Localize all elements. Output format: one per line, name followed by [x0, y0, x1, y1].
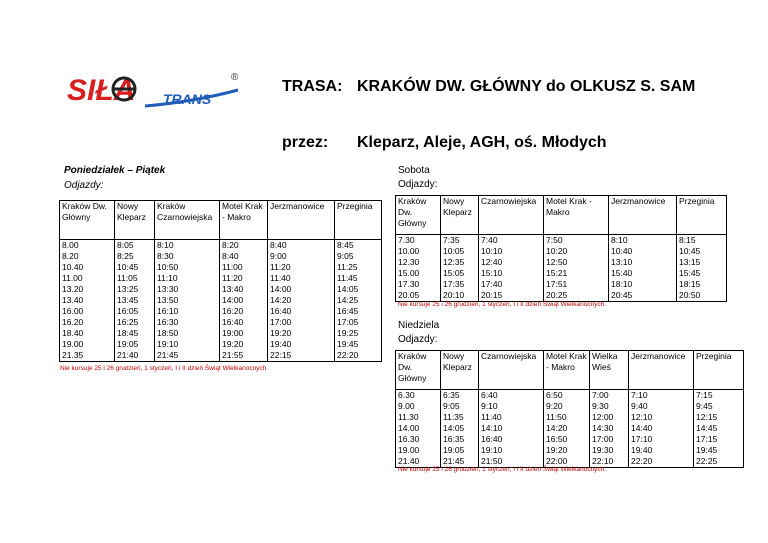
- table-cell: 16:05: [115, 306, 155, 317]
- column-header: Czarnowiejska: [479, 351, 544, 390]
- table-row: [60, 339, 382, 350]
- column-header: Nowy Kleparz: [115, 201, 155, 240]
- table-cell: 16:30: [155, 317, 220, 328]
- table-cell: 19:30: [590, 445, 629, 456]
- table-cell: 20:50: [677, 290, 727, 302]
- table-row: [396, 401, 744, 412]
- table-cell: 15:45: [677, 268, 727, 279]
- table-cell: 17:35: [441, 279, 479, 290]
- table-cell: 19.00: [60, 339, 115, 350]
- table-cell: 22:00: [544, 456, 590, 468]
- table-cell: 9:00: [268, 251, 335, 262]
- table-header-row: [60, 201, 382, 240]
- table-cell: 22:20: [629, 456, 694, 468]
- sunday-timetable: [395, 350, 744, 468]
- via-value: Kleparz, Aleje, AGH, oś. Młodych: [357, 134, 607, 151]
- table-cell: 21:55: [220, 350, 268, 362]
- table-cell: 13.20: [60, 284, 115, 295]
- table-cell: 14:05: [441, 423, 479, 434]
- table-cell: 7.30: [396, 235, 441, 247]
- table-cell: 8:15: [677, 235, 727, 247]
- table-cell: 14:25: [335, 295, 382, 306]
- table-cell: 14:20: [544, 423, 590, 434]
- table-row: [396, 246, 727, 257]
- table-cell: 11:10: [155, 273, 220, 284]
- table-header-row: [396, 351, 744, 390]
- saturday-subtitle: Odjazdy:: [398, 179, 438, 190]
- table-cell: 16:25: [115, 317, 155, 328]
- table-cell: 9:05: [335, 251, 382, 262]
- column-header: Czarnowiejska: [479, 196, 544, 235]
- table-row: [60, 273, 382, 284]
- table-cell: 20.05: [396, 290, 441, 302]
- table-cell: 10:40: [609, 246, 677, 257]
- table-cell: 10.00: [396, 246, 441, 257]
- column-header: Jerzmanowice: [629, 351, 694, 390]
- table-cell: 11:40: [268, 273, 335, 284]
- table-cell: 15:21: [544, 268, 609, 279]
- table-row: [60, 350, 382, 362]
- table-cell: 10:45: [115, 262, 155, 273]
- saturday-timetable: [395, 195, 727, 302]
- column-header: Jerzmanowice: [268, 201, 335, 240]
- table-cell: 8.00: [60, 240, 115, 252]
- table-cell: 16:45: [335, 306, 382, 317]
- column-header: Przeginia: [677, 196, 727, 235]
- table-cell: 19:05: [115, 339, 155, 350]
- table-cell: 19:40: [629, 445, 694, 456]
- table-cell: 19:20: [220, 339, 268, 350]
- table-cell: 6.30: [396, 390, 441, 402]
- column-header: Przeginia: [694, 351, 744, 390]
- table-cell: 12:10: [629, 412, 694, 423]
- table-cell: 10:10: [479, 246, 544, 257]
- company-logo: [63, 62, 243, 114]
- sunday-title: Niedziela: [398, 320, 440, 331]
- table-cell: 7:00: [590, 390, 629, 402]
- table-cell: 18:50: [155, 328, 220, 339]
- table-cell: 21:40: [115, 350, 155, 362]
- table-cell: 8:40: [268, 240, 335, 252]
- table-cell: 16:50: [544, 434, 590, 445]
- table-cell: 21.35: [60, 350, 115, 362]
- table-cell: 16:40: [268, 306, 335, 317]
- table-row: [60, 251, 382, 262]
- table-row: [60, 240, 382, 252]
- table-cell: 14.00: [396, 423, 441, 434]
- table-cell: 9:30: [590, 401, 629, 412]
- route-value: KRAKÓW DW. GŁÓWNY do OLKUSZ S. SAM: [357, 78, 696, 95]
- table-cell: 16.30: [396, 434, 441, 445]
- table-cell: 13:40: [220, 284, 268, 295]
- table-cell: 21:50: [479, 456, 544, 468]
- table-cell: 22:10: [590, 456, 629, 468]
- table-row: [396, 257, 727, 268]
- table-cell: 8:45: [335, 240, 382, 252]
- table-cell: 16:10: [155, 306, 220, 317]
- weekday-timetable: [59, 200, 382, 362]
- table-cell: 9:20: [544, 401, 590, 412]
- table-cell: 13:45: [115, 295, 155, 306]
- table-cell: 8:30: [155, 251, 220, 262]
- table-cell: 22:20: [335, 350, 382, 362]
- table-row: [60, 262, 382, 273]
- column-header: Nowy Kleparz: [441, 351, 479, 390]
- table-row: [396, 290, 727, 302]
- table-cell: 16:40: [220, 317, 268, 328]
- table-cell: 12:50: [544, 257, 609, 268]
- table-cell: 16:40: [479, 434, 544, 445]
- table-cell: 12:00: [590, 412, 629, 423]
- table-cell: 17:10: [629, 434, 694, 445]
- table-cell: 14:45: [694, 423, 744, 434]
- column-header: Kraków Dw. Główny: [60, 201, 115, 240]
- table-cell: 11:45: [335, 273, 382, 284]
- table-cell: 19:40: [268, 339, 335, 350]
- table-cell: 17.30: [396, 279, 441, 290]
- table-cell: 13:30: [155, 284, 220, 295]
- table-cell: 11:35: [441, 412, 479, 423]
- column-header: Wielka Wieś: [590, 351, 629, 390]
- sunday-subtitle: Odjazdy:: [398, 334, 438, 345]
- table-cell: 6:50: [544, 390, 590, 402]
- table-cell: 14:20: [268, 295, 335, 306]
- table-cell: 8:40: [220, 251, 268, 262]
- table-cell: 7:15: [694, 390, 744, 402]
- table-cell: 19:25: [335, 328, 382, 339]
- table-cell: 13:25: [115, 284, 155, 295]
- table-cell: 11.30: [396, 412, 441, 423]
- table-cell: 11:20: [220, 273, 268, 284]
- table-cell: 12:40: [479, 257, 544, 268]
- table-cell: 10:45: [677, 246, 727, 257]
- column-header: Kraków Dw. Główny: [396, 351, 441, 390]
- via-label: przez:: [282, 134, 329, 151]
- column-header: Kraków Czarnowiejska: [155, 201, 220, 240]
- table-cell: 11:25: [335, 262, 382, 273]
- table-cell: 17:40: [479, 279, 544, 290]
- table-cell: 14:05: [335, 284, 382, 295]
- table-cell: 6:40: [479, 390, 544, 402]
- column-header: Nowy Kleparz: [441, 196, 479, 235]
- logo-main-text: SIŁA: [67, 74, 136, 107]
- table-cell: 8:10: [155, 240, 220, 252]
- table-cell: 22:15: [268, 350, 335, 362]
- table-cell: 17:15: [694, 434, 744, 445]
- table-cell: 20:45: [609, 290, 677, 302]
- table-cell: 8:25: [115, 251, 155, 262]
- table-cell: 14:30: [590, 423, 629, 434]
- table-cell: 13:15: [677, 257, 727, 268]
- table-cell: 19:20: [544, 445, 590, 456]
- column-header: Kraków Dw. Główny: [396, 196, 441, 235]
- table-cell: 17:05: [335, 317, 382, 328]
- table-cell: 17:51: [544, 279, 609, 290]
- table-row: [396, 434, 744, 445]
- table-row: [60, 317, 382, 328]
- table-cell: 15.00: [396, 268, 441, 279]
- table-cell: 19:10: [479, 445, 544, 456]
- table-cell: 16.20: [60, 317, 115, 328]
- table-cell: 7:40: [479, 235, 544, 247]
- logo-trans-text: TRANS: [163, 91, 212, 107]
- table-cell: 11.00: [60, 273, 115, 284]
- table-cell: 14:40: [629, 423, 694, 434]
- table-cell: 22:25: [694, 456, 744, 468]
- table-row: [396, 445, 744, 456]
- table-cell: 12.30: [396, 257, 441, 268]
- table-cell: 14:10: [479, 423, 544, 434]
- table-cell: 7:50: [544, 235, 609, 247]
- table-cell: 13:10: [609, 257, 677, 268]
- table-cell: 19:05: [441, 445, 479, 456]
- table-cell: 21.40: [396, 456, 441, 468]
- table-row: [396, 235, 727, 247]
- table-cell: 21:45: [155, 350, 220, 362]
- weekday-title: Poniedziałek – Piątek: [64, 165, 166, 176]
- table-cell: 11:50: [544, 412, 590, 423]
- table-cell: 13.40: [60, 295, 115, 306]
- table-cell: 11:00: [220, 262, 268, 273]
- table-header-row: [396, 196, 727, 235]
- table-cell: 11:20: [268, 262, 335, 273]
- table-cell: 10:20: [544, 246, 609, 257]
- table-cell: 9:45: [694, 401, 744, 412]
- table-cell: 8:05: [115, 240, 155, 252]
- table-cell: 20:25: [544, 290, 609, 302]
- table-row: [60, 306, 382, 317]
- table-row: [60, 284, 382, 295]
- table-cell: 11:05: [115, 273, 155, 284]
- table-cell: 14:00: [268, 284, 335, 295]
- table-cell: 6:35: [441, 390, 479, 402]
- table-row: [60, 295, 382, 306]
- table-cell: 10:05: [441, 246, 479, 257]
- table-cell: 7:10: [629, 390, 694, 402]
- table-cell: 19:10: [155, 339, 220, 350]
- weekday-subtitle: Odjazdy:: [64, 180, 104, 191]
- table-cell: 9:10: [479, 401, 544, 412]
- table-cell: 9:05: [441, 401, 479, 412]
- table-cell: 19.00: [396, 445, 441, 456]
- table-row: [396, 390, 744, 402]
- table-cell: 16:35: [441, 434, 479, 445]
- table-cell: 17:00: [590, 434, 629, 445]
- table-cell: 15:40: [609, 268, 677, 279]
- table-cell: 20:15: [479, 290, 544, 302]
- table-cell: 12:15: [694, 412, 744, 423]
- table-cell: 8.20: [60, 251, 115, 262]
- table-cell: 7:35: [441, 235, 479, 247]
- table-cell: 18:10: [609, 279, 677, 290]
- table-row: [60, 328, 382, 339]
- saturday-title: Sobota: [398, 165, 430, 176]
- table-cell: 14:00: [220, 295, 268, 306]
- saturday-note: Nie kursuje 25 i 26 grudzień, 1 styczeń, I i II dzień Świąt Wielkanocnych.: [398, 301, 607, 308]
- table-row: [396, 279, 727, 290]
- table-cell: 13:50: [155, 295, 220, 306]
- table-cell: 19:00: [220, 328, 268, 339]
- table-cell: 19:45: [694, 445, 744, 456]
- column-header: Motel Krak - Makro: [544, 351, 590, 390]
- table-row: [396, 412, 744, 423]
- table-cell: 10:50: [155, 262, 220, 273]
- table-cell: 15:10: [479, 268, 544, 279]
- column-header: Jerzmanowice: [609, 196, 677, 235]
- table-cell: 18:15: [677, 279, 727, 290]
- table-cell: 8:10: [609, 235, 677, 247]
- table-cell: 18:45: [115, 328, 155, 339]
- table-cell: 20:10: [441, 290, 479, 302]
- column-header: Motel Krak - Makro: [544, 196, 609, 235]
- table-cell: 19:45: [335, 339, 382, 350]
- table-row: [396, 268, 727, 279]
- table-cell: 16:20: [220, 306, 268, 317]
- sunday-note: Nie kursuje 25 i 26 grudzień, 1 styczeń, I i II dzień Świąt Wielkanocnych.: [398, 466, 607, 473]
- table-cell: 16.00: [60, 306, 115, 317]
- table-cell: 8:20: [220, 240, 268, 252]
- table-cell: 10.40: [60, 262, 115, 273]
- table-cell: 19:20: [268, 328, 335, 339]
- table-cell: 18.40: [60, 328, 115, 339]
- table-cell: 17:00: [268, 317, 335, 328]
- route-label: TRASA:: [282, 78, 343, 95]
- registered-mark: ®: [231, 72, 239, 83]
- table-cell: 9.00: [396, 401, 441, 412]
- table-cell: 12:35: [441, 257, 479, 268]
- column-header: Przeginia: [335, 201, 382, 240]
- table-cell: 15:05: [441, 268, 479, 279]
- column-header: Motel Krak - Makro: [220, 201, 268, 240]
- table-row: [396, 423, 744, 434]
- table-cell: 11:40: [479, 412, 544, 423]
- table-cell: 21:45: [441, 456, 479, 468]
- weekday-note: Nie kursuje 25 i 26 grudzień, 1 styczeń, I i II dzień Świąt Wielkanocnych.: [60, 365, 269, 372]
- table-cell: 9:40: [629, 401, 694, 412]
